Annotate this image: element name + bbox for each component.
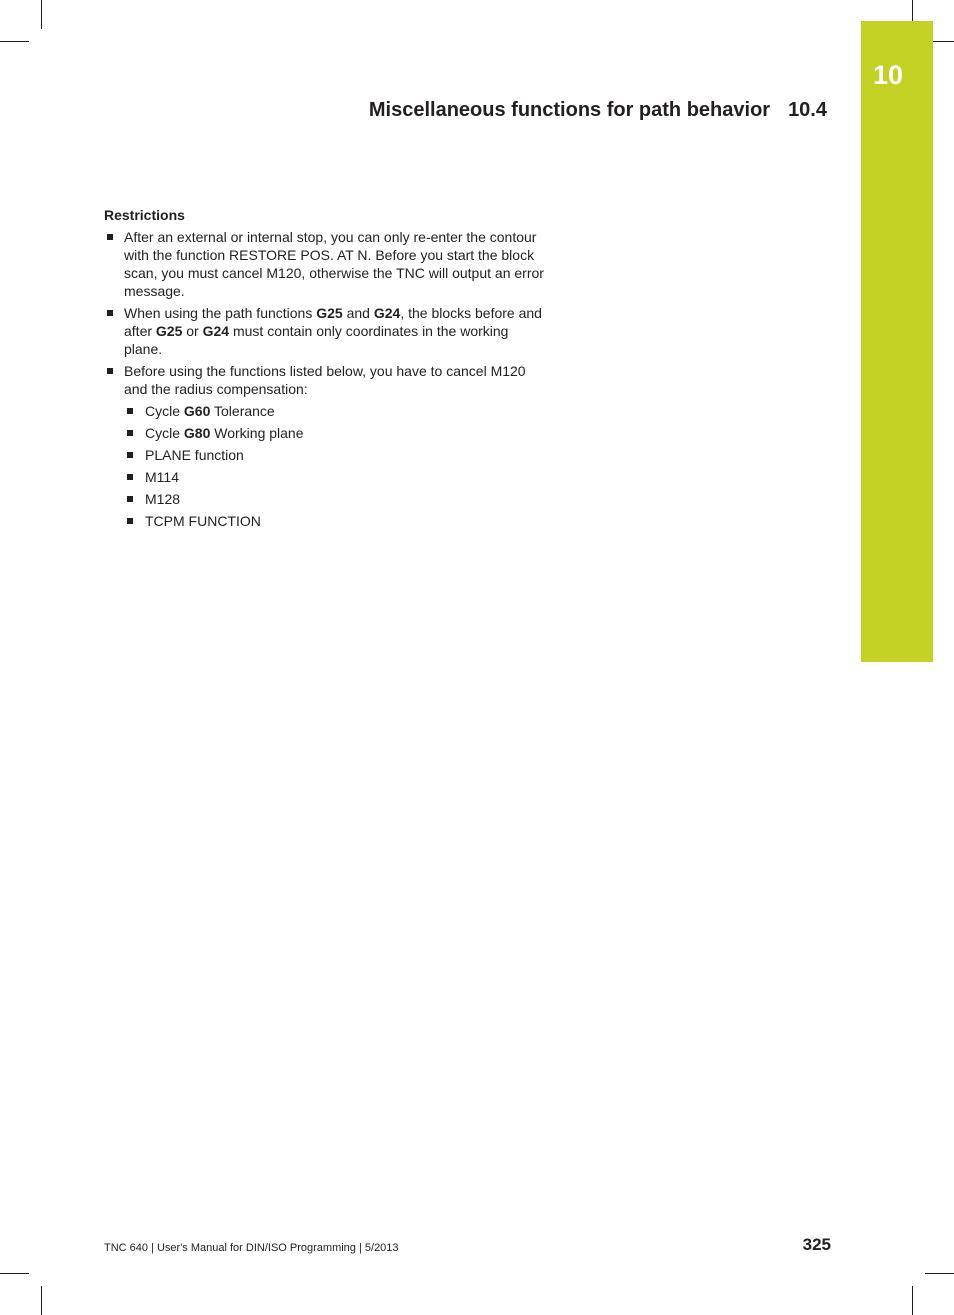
- item-text: Tolerance: [210, 403, 275, 419]
- sub-list-item: [124, 468, 550, 486]
- chapter-tab: [861, 21, 933, 662]
- item-text: and: [342, 305, 374, 321]
- list-item: [104, 362, 550, 530]
- restrictions-section: [104, 206, 550, 534]
- crop-mark: [41, 1286, 42, 1315]
- item-text: M128: [145, 491, 181, 507]
- list-item: [104, 228, 550, 300]
- chapter-number: 10: [873, 60, 904, 90]
- item-text: Before using the functions listed below, you have to cancel M120 and the radius compensation:: [124, 363, 526, 397]
- section-header: [369, 99, 827, 122]
- item-text: Cycle: [145, 403, 184, 419]
- item-text: PLANE function: [145, 447, 244, 463]
- crop-mark: [0, 1273, 29, 1274]
- item-text: Working plane: [210, 425, 304, 441]
- crop-mark: [912, 1286, 913, 1315]
- sub-list-item: [124, 402, 550, 420]
- code-g24: G24: [373, 305, 401, 321]
- crop-mark: [41, 0, 42, 29]
- item-text: Cycle: [145, 425, 184, 441]
- code-g25: G25: [316, 305, 343, 321]
- sub-list-item: [124, 424, 550, 442]
- item-text: or: [182, 323, 203, 339]
- item-text: , the blocks before and after: [124, 305, 542, 339]
- item-text: When using the path functions: [124, 305, 317, 321]
- restrictions-heading: Restrictions: [104, 207, 185, 223]
- footer-text: TNC 640 | User's Manual for DIN/ISO Programming | 5/2013: [104, 1242, 399, 1254]
- item-text: must contain only coordinates in the working plane.: [124, 323, 509, 357]
- code-g60: G60: [183, 403, 211, 419]
- sub-list-item: [124, 490, 550, 508]
- code-g80: G80: [183, 425, 211, 441]
- sub-list: [124, 402, 550, 530]
- item-text: M114: [145, 469, 179, 485]
- list-item: [104, 304, 550, 358]
- section-number: 10.4: [788, 99, 827, 121]
- item-text: TCPM FUNCTION: [145, 513, 261, 529]
- item-text: After an external or internal stop, you can only re-enter the contour with the function RESTORE POS. AT N. Before you start the block scan, you must cancel M120, otherwise the TNC will output an error message.: [124, 229, 544, 299]
- section-title: Miscellaneous functions for path behavior: [368, 99, 771, 121]
- crop-mark: [0, 41, 29, 42]
- crop-mark: [925, 1273, 954, 1274]
- code-g24: G24: [202, 323, 230, 339]
- page-number: 325: [802, 1235, 831, 1254]
- restrictions-list: [104, 228, 550, 530]
- sub-list-item: [124, 446, 550, 464]
- sub-list-item: [124, 512, 550, 530]
- code-g25: G25: [155, 323, 183, 339]
